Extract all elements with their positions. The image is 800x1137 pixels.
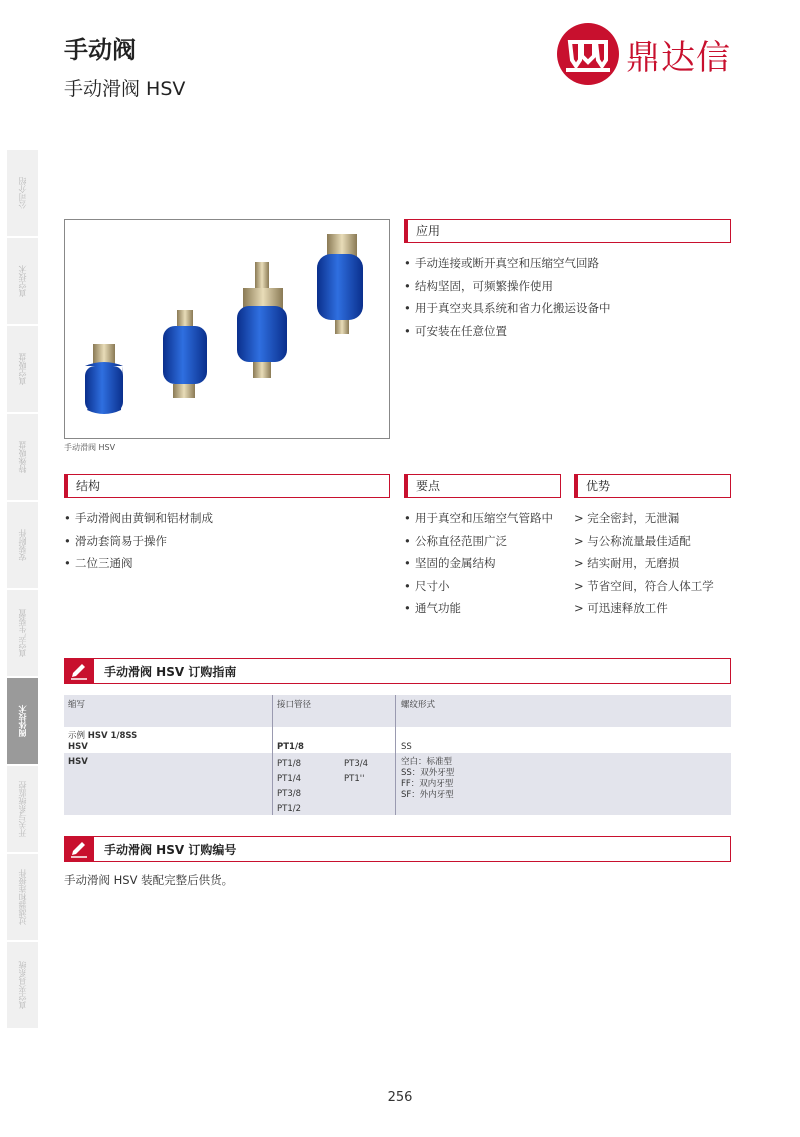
list-item-text: > 可迅速释放工件 bbox=[574, 601, 668, 615]
order-number-note: 手动滑阀 HSV 装配完整后供货。 bbox=[64, 873, 234, 887]
example-label: 示例 HSV 1/8SS bbox=[68, 731, 138, 741]
list-item bbox=[277, 757, 301, 772]
list-item-text: PT3/8 bbox=[277, 789, 301, 799]
side-tab-label: 特殊吸盘 bbox=[18, 441, 27, 473]
thread-types bbox=[401, 757, 454, 801]
brand-logo-icon bbox=[556, 22, 620, 86]
ports-column-1 bbox=[277, 757, 301, 817]
pencil-icon bbox=[64, 658, 94, 684]
list-item bbox=[574, 530, 731, 553]
page-number: 256 bbox=[387, 1090, 413, 1105]
list-item bbox=[401, 757, 454, 768]
list-item-text: PT1/8 bbox=[277, 759, 301, 769]
list-item: • 二位三通阀 bbox=[64, 552, 390, 575]
list-item-text: 可安装在任意位置 bbox=[415, 323, 507, 338]
structure-heading: 结构 bbox=[64, 474, 390, 498]
brand-name: 鼎达信 bbox=[626, 38, 731, 78]
valve-4 bbox=[317, 234, 363, 334]
list-item bbox=[277, 772, 301, 787]
side-tab-item[interactable] bbox=[7, 238, 38, 324]
list-item-text: 用于真空夹具系统和省力化搬运设备中 bbox=[415, 301, 611, 315]
list-item bbox=[344, 772, 368, 787]
side-tab-item[interactable] bbox=[7, 678, 38, 764]
application-list bbox=[404, 252, 731, 342]
list-item-text: 尺寸小 bbox=[415, 578, 450, 593]
order-number-title: 手动滑阀 HSV 订购编号 bbox=[104, 842, 237, 857]
example-abbr: HSV bbox=[68, 742, 88, 752]
side-tab-item[interactable] bbox=[7, 150, 38, 236]
list-item-text: 二位三通阀 bbox=[75, 556, 133, 570]
list-item-text: PT1/2 bbox=[277, 804, 301, 814]
list-item-text: SS：双外牙型 bbox=[401, 768, 455, 778]
side-tab-label: 过滤器和连接件 bbox=[18, 869, 27, 925]
list-item bbox=[574, 597, 731, 620]
valve-1 bbox=[85, 344, 123, 414]
list-item: • 结构坚固，可频繁操作使用 bbox=[404, 275, 731, 298]
list-item-text: > 节省空间，符合人体工学 bbox=[574, 578, 714, 593]
list-item bbox=[401, 790, 454, 801]
page-subtitle: 手动滑阀 HSV bbox=[64, 78, 186, 100]
side-tab-label: 真空夹具系统 bbox=[18, 961, 27, 1009]
list-item-text: 结构坚固，可频繁操作使用 bbox=[415, 278, 553, 293]
side-tab-item[interactable] bbox=[7, 590, 38, 676]
table-header: 缩写 bbox=[68, 700, 86, 710]
example-port: PT1/8 bbox=[277, 742, 304, 752]
list-item-text: > 结实耐用，无磨损 bbox=[574, 556, 680, 570]
page-title: 手动阀 bbox=[64, 36, 136, 64]
list-item bbox=[277, 802, 301, 817]
advantages-heading: 优势 bbox=[574, 474, 731, 498]
features-heading: 要点 bbox=[404, 474, 561, 498]
side-tab-label: 真空技术 bbox=[18, 265, 27, 297]
list-item bbox=[401, 768, 454, 779]
side-tab-label: 开关与系统监控 bbox=[18, 781, 27, 837]
advantages-list bbox=[574, 507, 731, 620]
side-tab-label: 安装附件 bbox=[18, 529, 27, 561]
list-item bbox=[344, 757, 368, 772]
order-guide-heading bbox=[64, 658, 731, 684]
list-item bbox=[401, 779, 454, 790]
list-item-text: 公称直径范围广泛 bbox=[415, 533, 507, 548]
list-item: • 用于真空夹具系统和省力化搬运设备中 bbox=[404, 297, 731, 320]
side-tab-label: 真空吸盘 bbox=[18, 353, 27, 385]
list-item: • 可安装在任意位置 bbox=[404, 320, 731, 343]
list-item: • 用于真空和压缩空气管路中 bbox=[404, 507, 561, 530]
list-item-text: > 与公称流量最佳适配 bbox=[574, 533, 691, 548]
list-item-text: 坚固的金属结构 bbox=[415, 556, 496, 570]
list-item-text: PT1'' bbox=[344, 774, 365, 784]
list-item-text: 空白：标准型 bbox=[401, 757, 453, 767]
side-tab-item[interactable] bbox=[7, 942, 38, 1028]
example-thread: SS bbox=[401, 742, 412, 752]
side-tab-item[interactable] bbox=[7, 854, 38, 940]
list-item-text: SF：外内牙型 bbox=[401, 790, 454, 800]
list-item-text: FF：双内牙型 bbox=[401, 779, 454, 789]
list-item bbox=[574, 575, 731, 598]
side-tabs bbox=[7, 150, 38, 1030]
list-item: • 坚固的金属结构 bbox=[404, 552, 561, 575]
side-tab-label: 阀体技术 bbox=[18, 705, 27, 737]
valve-3 bbox=[237, 262, 287, 378]
order-guide-title: 手动滑阀 HSV 订购指南 bbox=[104, 664, 237, 679]
list-item-text: 用于真空和压缩空气管路中 bbox=[415, 511, 553, 525]
list-item bbox=[574, 552, 731, 575]
features-list bbox=[404, 507, 561, 620]
list-item: • 公称直径范围广泛 bbox=[404, 530, 561, 553]
valve-2 bbox=[163, 310, 207, 398]
side-tab-label: 公司介绍 bbox=[18, 177, 27, 209]
side-tab-item[interactable] bbox=[7, 414, 38, 500]
list-item: • 手动滑阀由黄铜和铝材制成 bbox=[64, 507, 390, 530]
list-item: • 尺寸小 bbox=[404, 575, 561, 598]
abbr-value: HSV bbox=[68, 757, 88, 767]
side-tab-item[interactable] bbox=[7, 766, 38, 852]
list-item-text: 通气功能 bbox=[415, 601, 461, 615]
list-item: • 滑动套筒易于操作 bbox=[64, 530, 390, 553]
side-tab-label: 真空产生装置 bbox=[18, 609, 27, 657]
list-item bbox=[574, 507, 731, 530]
list-item-text: > 完全密封，无泄漏 bbox=[574, 511, 680, 525]
product-photo bbox=[64, 219, 390, 439]
list-item: • 手动连接或断开真空和压缩空气回路 bbox=[404, 252, 731, 275]
list-item bbox=[277, 787, 301, 802]
structure-list bbox=[64, 507, 390, 575]
photo-caption: 手动滑阀 HSV bbox=[64, 443, 116, 452]
table-header: 接口管径 bbox=[277, 700, 312, 710]
table-header: 螺纹形式 bbox=[401, 700, 436, 710]
application-heading: 应用 bbox=[404, 219, 731, 243]
list-item-text: PT3/4 bbox=[344, 759, 368, 769]
side-tab-item[interactable] bbox=[7, 326, 38, 412]
list-item: • 通气功能 bbox=[404, 597, 561, 620]
list-item-text: PT1/4 bbox=[277, 774, 301, 784]
ports-column-2 bbox=[344, 757, 368, 787]
list-item-text: 滑动套筒易于操作 bbox=[75, 533, 167, 548]
list-item-text: 手动滑阀由黄铜和铝材制成 bbox=[75, 511, 213, 525]
list-item-text: 手动连接或断开真空和压缩空气回路 bbox=[415, 256, 599, 270]
order-number-heading bbox=[64, 836, 731, 862]
side-tab-item[interactable] bbox=[7, 502, 38, 588]
pencil-icon bbox=[64, 836, 94, 862]
